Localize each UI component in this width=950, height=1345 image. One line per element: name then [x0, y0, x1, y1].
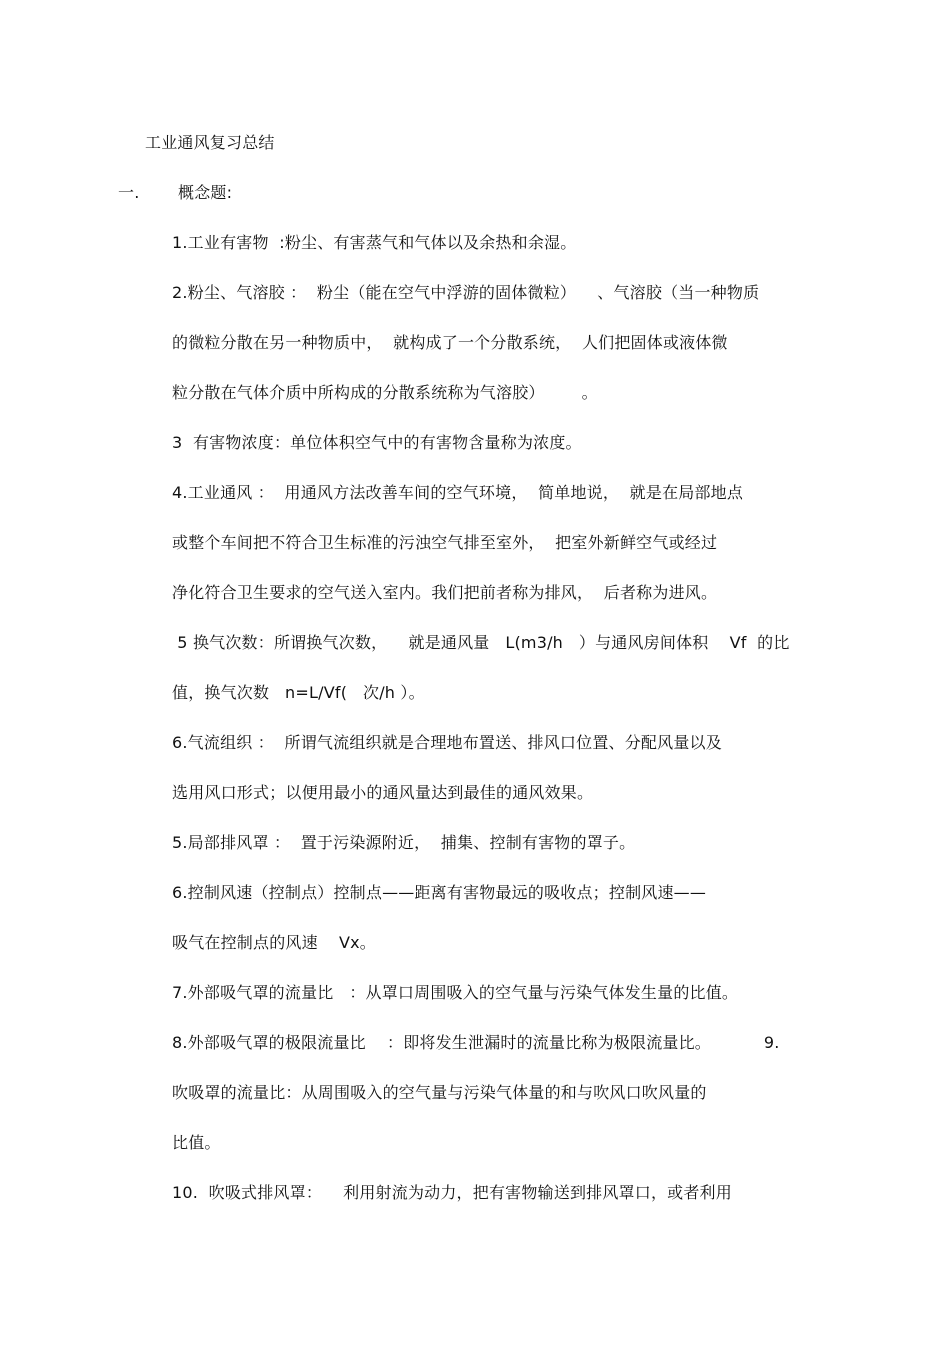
text-line: 6.气流组织 ： 所谓气流组织就是合理地布置送、排风口位置、分配风量以及	[172, 733, 722, 752]
text-line: 6.控制风速（控制点）控制点——距离有害物最远的吸收点；控制风速——	[172, 883, 707, 902]
text-line: 8.外部吸气罩的极限流量比 ：即将发生泄漏时的流量比称为极限流量比。 9.	[172, 1033, 780, 1052]
text-line: 3 有害物浓度：单位体积空气中的有害物含量称为浓度。	[172, 433, 582, 452]
text-line: 净化符合卫生要求的空气送入室内。我们把前者称为排风， 后者称为进风。	[172, 583, 718, 602]
text-line: 10. 吹吸式排风罩： 利用射流为动力，把有害物输送到排风罩口，或者利用	[172, 1183, 732, 1202]
text-line: 或整个车间把不符合卫生标准的污浊空气排至室外， 把室外新鲜空气或经过	[172, 533, 718, 552]
section-title: 概念题:	[178, 183, 233, 202]
document-title: 工业通风复习总结	[145, 133, 275, 152]
text-line: 吸气在控制点的风速 Vx。	[172, 933, 376, 952]
text-line: 7.外部吸气罩的流量比 ：从罩口周围吸入的空气量与污染气体发生量的比值。	[172, 983, 739, 1002]
text-line: 4.工业通风 ： 用通风方法改善车间的空气环境， 简单地说， 就是在局部地点	[172, 483, 744, 502]
text-line: 5 换气次数：所谓换气次数， 就是通风量 L(m3/h ）与通风房间体积 Vf 的比	[172, 633, 790, 652]
text-line: 值，换气次数 n=L/Vf( 次/h ）。	[172, 683, 425, 702]
text-line: 的微粒分散在另一种物质中， 就构成了一个分散系统， 人们把固体或液体微	[172, 333, 728, 352]
section-number: 一.	[118, 183, 140, 202]
text-line: 5.局部排风罩 ： 置于污染源附近， 捕集、控制有害物的罩子。	[172, 833, 636, 852]
text-line: 粒分散在气体介质中所构成的分散系统称为气溶胶） 。	[172, 383, 598, 402]
text-line: 1.工业有害物 :粉尘、有害蒸气和气体以及余热和余湿。	[172, 233, 577, 252]
text-line: 比值。	[172, 1133, 221, 1152]
text-line: 2.粉尘、气溶胶 ： 粉尘（能在空气中浮游的固体微粒） 、气溶胶（当一种物质	[172, 283, 760, 302]
text-line: 选用风口形式；以便用最小的通风量达到最佳的通风效果。	[172, 783, 594, 802]
text-line: 吹吸罩的流量比：从周围吸入的空气量与污染气体量的和与吹风口吹风量的	[172, 1083, 707, 1102]
